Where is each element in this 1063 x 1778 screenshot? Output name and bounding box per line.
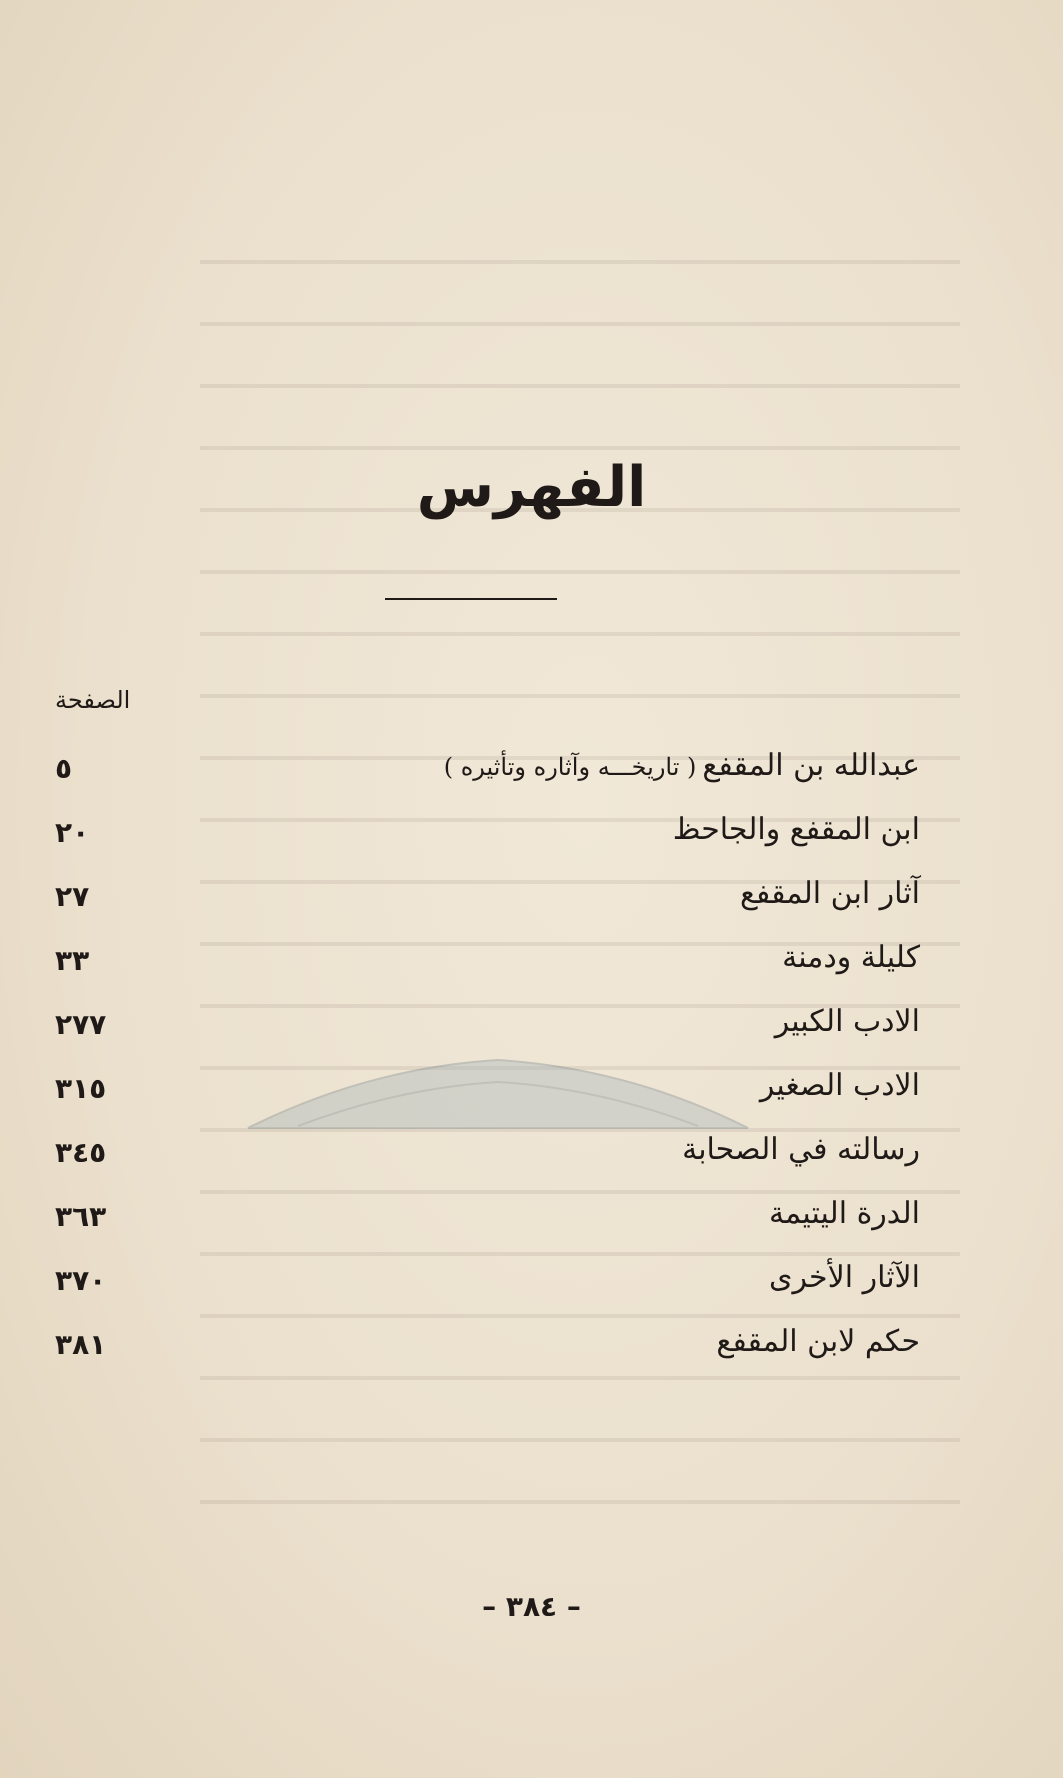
title-divider xyxy=(385,598,557,600)
toc-entry xyxy=(55,1004,920,1054)
page-number: – ٣٨٤ – xyxy=(482,1590,581,1623)
toc-entry-page: ٥ xyxy=(55,752,73,785)
toc-entry xyxy=(55,1132,920,1182)
toc-entry-subtitle: ( تاريخـــه وآثاره وتأثيره ) xyxy=(443,753,697,781)
toc-entry-page: ٢٧ xyxy=(55,880,90,913)
toc-entry-title xyxy=(444,748,920,783)
toc-entry-page: ٣٦٣ xyxy=(55,1200,107,1233)
toc-entry xyxy=(55,1260,920,1310)
toc-entry xyxy=(55,1324,920,1374)
toc-entry-label: رسالته في الصحابة xyxy=(682,1132,920,1167)
toc-entry xyxy=(55,876,920,926)
toc-entry xyxy=(55,1196,920,1246)
toc-entry-label: عبدالله بن المقفع xyxy=(702,748,920,783)
toc-entry xyxy=(55,748,920,798)
toc-entry xyxy=(55,1068,920,1118)
toc-entry-label: الادب الكبير xyxy=(774,1004,920,1039)
toc-entry-page: ٢٧٧ xyxy=(55,1008,107,1041)
toc-entry-label: كليلة ودمنة xyxy=(782,940,920,975)
page-title: الفهرس xyxy=(416,455,647,520)
toc-entry-label: الدرة اليتيمة xyxy=(768,1196,920,1231)
toc-entry-page: ٣٣ xyxy=(55,944,90,977)
toc-entry-page: ٣٤٥ xyxy=(55,1136,107,1169)
toc-entry xyxy=(55,940,920,990)
toc-entry-page: ٢٠ xyxy=(55,816,90,849)
page-column-header: الصفحة xyxy=(55,686,131,714)
toc-entry-page: ٣١٥ xyxy=(55,1072,107,1105)
toc-entry-page: ٣٧٠ xyxy=(55,1264,107,1297)
toc-entry-label: الآثار الأخرى xyxy=(769,1260,920,1295)
toc-entry-label: ابن المقفع والجاحظ xyxy=(672,812,920,847)
toc-entry-label: آثار ابن المقفع xyxy=(739,876,920,911)
toc-entry-label: الادب الصغير xyxy=(759,1068,920,1103)
toc-entry-page: ٣٨١ xyxy=(55,1328,107,1361)
toc-entry-label: حكم لابن المقفع xyxy=(716,1324,920,1359)
toc-entry xyxy=(55,812,920,862)
